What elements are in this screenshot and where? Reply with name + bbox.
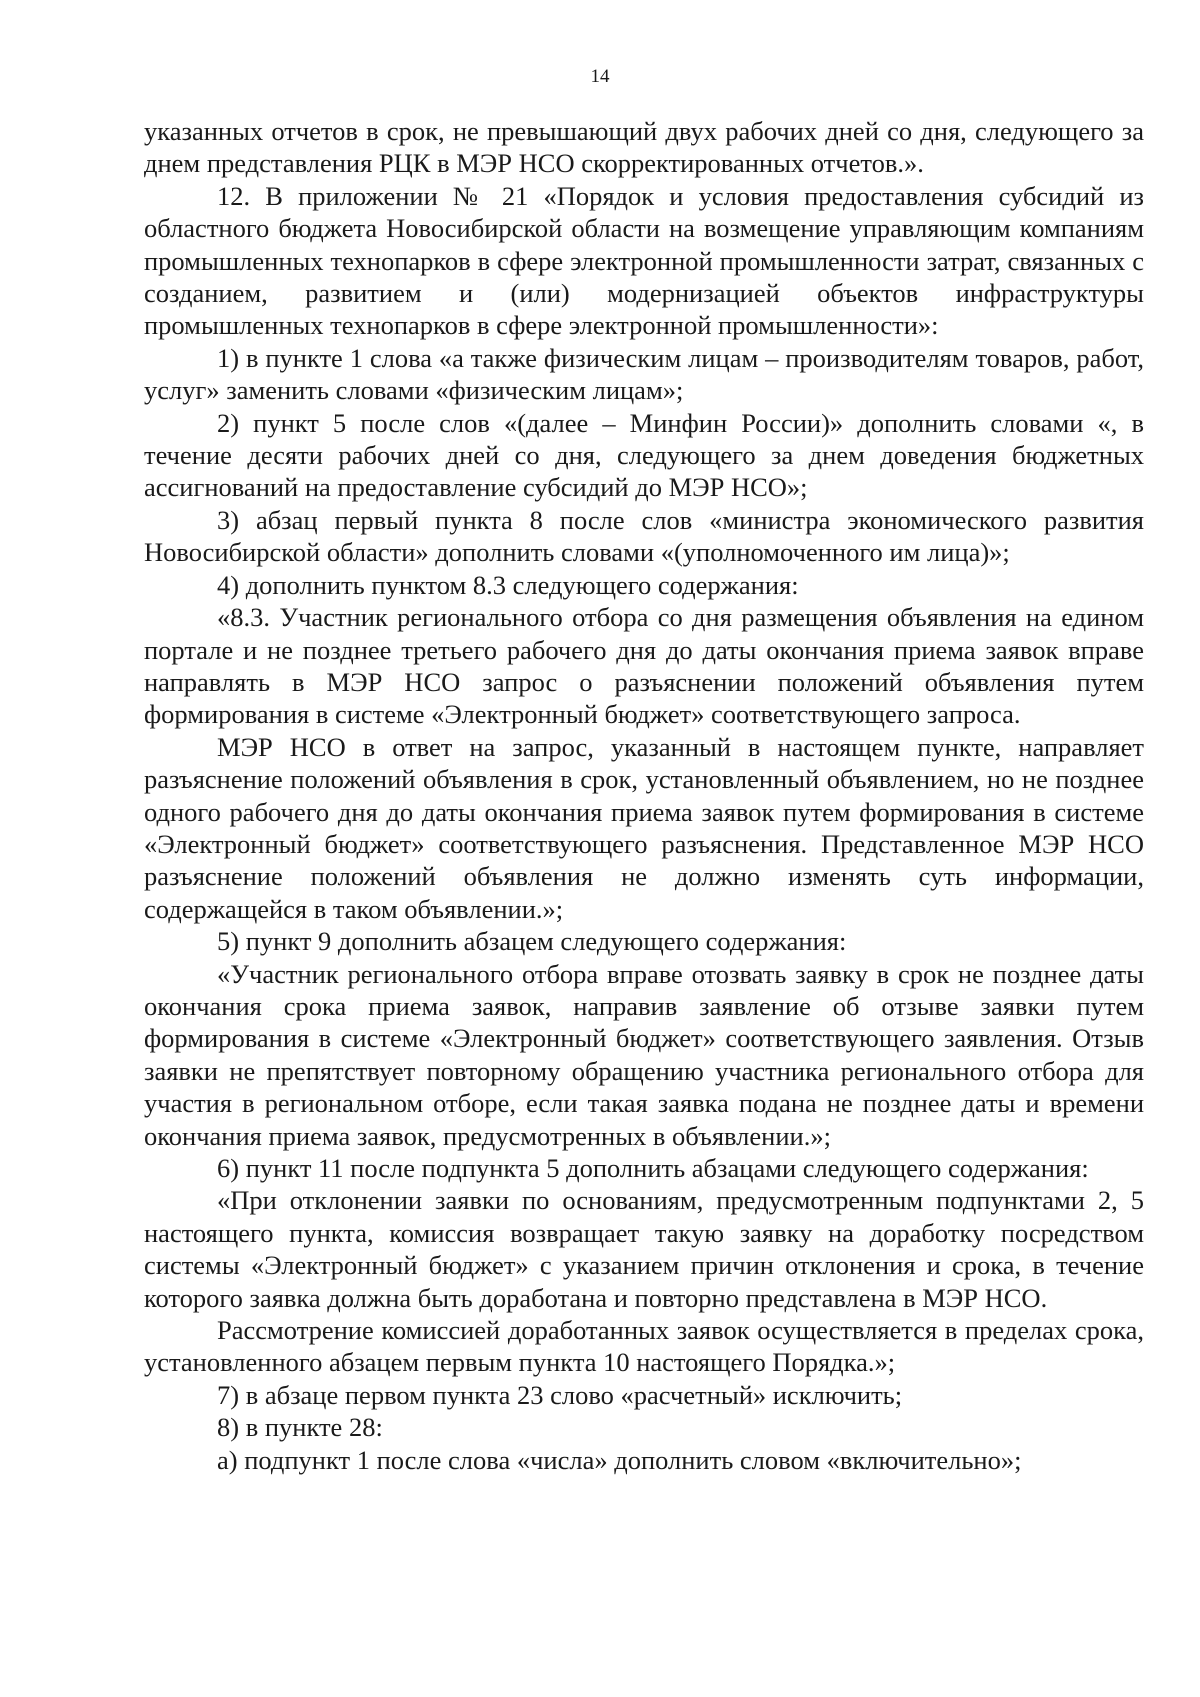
paragraph-subitem-8a: а) подпункт 1 после слова «числа» дополнить словом «включительно»;: [217, 1444, 1022, 1475]
paragraph-item-12: 12. В приложении № 21 «Порядок и условия предоставления субсидий из областного бюджета Новосибирской области на возмещение управляющим компаниям промышленных технопарков в сфере электронной промышленности затрат, связанных с созданием, развитием и (или) модернизацией объектов инфраструктуры промышленных технопарков в сфере электронной промышленности»:: [144, 180, 1144, 341]
paragraph-subitem-6: 6) пункт 11 после подпункта 5 дополнить абзацами следующего содержания:: [217, 1153, 1089, 1183]
paragraph-quote-withdrawal: «Участник регионального отбора вправе отозвать заявку в срок не позднее даты окончания срока приема заявок, направив заявление об отзыве заявки путем формирования в системе «Электронный бюджет» соответствующего заявления. Отзыв заявки не препятствует повторному обращению участника регионального отбора для участия в региональном отборе, если такая заявка подана не позднее даты и времени окончания приема заявок, предусмотренных в объявлении.»;: [144, 958, 1144, 1151]
paragraph-quote-review: Рассмотрение комиссией доработанных заявок осуществляется в пределах срока, установленного абзацем первым пункта 10 настоящего Порядка.»;: [144, 1315, 1144, 1378]
paragraph-quote-8-3: «8.3. Участник регионального отбора со дня размещения объявления на едином портале и не позднее третьего рабочего дня до даты окончания приема заявок вправе направлять в МЭР НСО запрос о разъяснении положений объявления путем формирования в системе «Электронный бюджет» соответствующего запроса.: [144, 602, 1144, 730]
page-number: 14: [590, 66, 610, 87]
paragraph-subitem-5: 5) пункт 9 дополнить абзацем следующего содержания:: [217, 926, 847, 957]
paragraph-quote-8-3-continued: МЭР НСО в ответ на запрос, указанный в настоящем пункте, направляет разъяснение положений объявления в срок, установленный объявлением, но не позднее одного рабочего дня до даты окончания приема заявок путем формирования в системе «Электронный бюджет» соответствующего разъяснения. Представленное МЭР НСО разъяснение положений объявления не должно изменять суть информации, содержащейся в таком объявлении.»;: [144, 731, 1144, 924]
paragraph-subitem-2: 2) пункт 5 после слов «(далее – Минфин России)» дополнить словами «, в течение десяти рабочих дней со дня, следующего за днем доведения бюджетных ассигнований на предоставление субсидий до МЭР НСО»;: [144, 407, 1144, 503]
paragraph-subitem-1: 1) в пункте 1 слова «а также физическим лицам – производителям товаров, работ, услуг» заменить словами «физическим лицам»;: [144, 342, 1144, 406]
document-body: [144, 115, 1144, 1476]
paragraph-subitem-4: 4) дополнить пунктом 8.3 следующего содержания:: [217, 569, 799, 600]
paragraph-continuation: указанных отчетов в срок, не превышающий двух рабочих дней со дня, следующего за днем представления РЦК в МЭР НСО скорректированных отчетов.».: [144, 116, 1144, 179]
paragraph-quote-rejection: «При отклонении заявки по основаниям, предусмотренным подпунктами 2, 5 настоящего пункта, комиссия возвращает такую заявку на доработку посредством системы «Электронный бюджет» с указанием причин отклонения и срока, в течение которого заявка должна быть доработана и повторно представлена в МЭР НСО.: [144, 1185, 1144, 1313]
paragraph-subitem-3: 3) абзац первый пункта 8 после слов «министра экономического развития Новосибирской области» дополнить словами «(уполномоченного им лица)»;: [144, 504, 1144, 568]
paragraph-subitem-7: 7) в абзаце первом пункта 23 слово «расчетный» исключить;: [217, 1379, 903, 1410]
paragraph-subitem-8: 8) в пункте 28:: [217, 1412, 383, 1443]
